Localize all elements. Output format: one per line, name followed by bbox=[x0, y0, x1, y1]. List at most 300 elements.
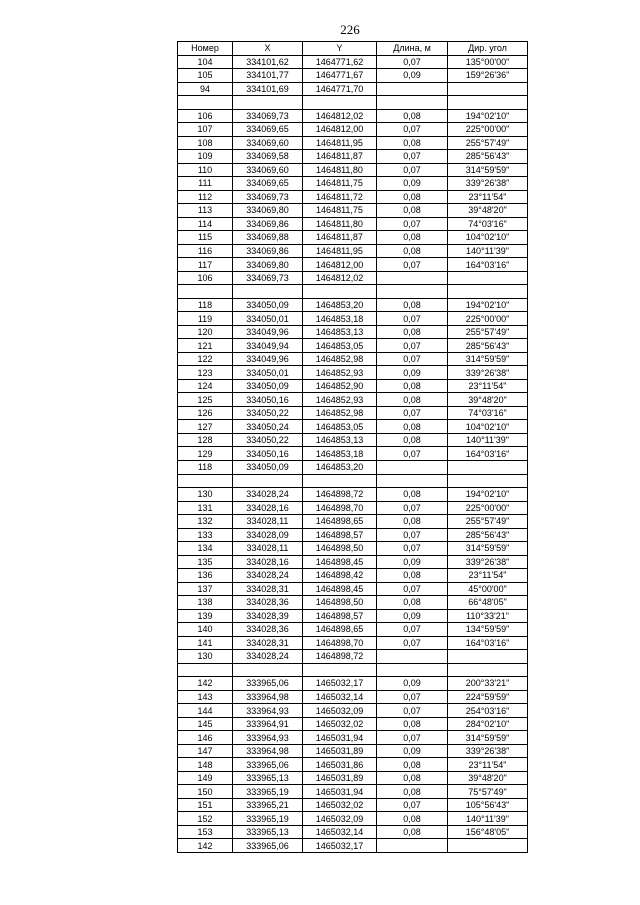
cell-number: 140 bbox=[178, 623, 233, 637]
cell-number: 107 bbox=[178, 123, 233, 137]
cell-y: 1464811,80 bbox=[303, 163, 377, 177]
cell-x: 334069,80 bbox=[233, 204, 303, 218]
cell-y: 1464853,20 bbox=[303, 460, 377, 474]
cell-direction-angle: 74°03'16" bbox=[448, 406, 528, 420]
cell-x: 333964,98 bbox=[233, 744, 303, 758]
cell-length: 0,07 bbox=[377, 447, 448, 461]
cell-y: 1464771,67 bbox=[303, 69, 377, 83]
cell-length: 0,08 bbox=[377, 515, 448, 529]
table-row bbox=[178, 69, 528, 83]
cell-x: 333965,06 bbox=[233, 839, 303, 853]
cell-number: 109 bbox=[178, 150, 233, 164]
cell-x: 334069,73 bbox=[233, 271, 303, 285]
cell-number: 104 bbox=[178, 55, 233, 69]
cell-x: 334050,09 bbox=[233, 379, 303, 393]
table-row bbox=[178, 663, 528, 677]
cell-length: 0,08 bbox=[377, 109, 448, 123]
cell-direction-angle: 164°03'16" bbox=[448, 447, 528, 461]
cell-y bbox=[303, 96, 377, 110]
coordinates-table bbox=[177, 41, 528, 853]
cell-y: 1465032,02 bbox=[303, 717, 377, 731]
cell-y: 1464853,18 bbox=[303, 312, 377, 326]
table-row bbox=[178, 650, 528, 664]
cell-y: 1464812,00 bbox=[303, 123, 377, 137]
cell-number: 135 bbox=[178, 555, 233, 569]
cell-direction-angle bbox=[448, 474, 528, 488]
cell-direction-angle: 140°11'39" bbox=[448, 244, 528, 258]
cell-number: 94 bbox=[178, 82, 233, 96]
page-number: 226 bbox=[340, 22, 360, 37]
header-x: X bbox=[233, 42, 303, 56]
cell-x: 334028,24 bbox=[233, 488, 303, 502]
cell-y: 1464898,57 bbox=[303, 528, 377, 542]
table-row bbox=[178, 636, 528, 650]
cell-x: 334069,60 bbox=[233, 163, 303, 177]
cell-length: 0,08 bbox=[377, 204, 448, 218]
table-row bbox=[178, 501, 528, 515]
cell-x: 333965,21 bbox=[233, 798, 303, 812]
header-y: Y bbox=[303, 42, 377, 56]
cell-x: 333965,06 bbox=[233, 758, 303, 772]
cell-length: 0,07 bbox=[377, 217, 448, 231]
table-row bbox=[178, 217, 528, 231]
table-row bbox=[178, 798, 528, 812]
cell-number: 120 bbox=[178, 325, 233, 339]
cell-direction-angle: 314°59'59" bbox=[448, 731, 528, 745]
table-row bbox=[178, 55, 528, 69]
cell-x bbox=[233, 96, 303, 110]
cell-number: 127 bbox=[178, 420, 233, 434]
table-row bbox=[178, 677, 528, 691]
cell-x: 334050,01 bbox=[233, 312, 303, 326]
cell-y: 1464898,50 bbox=[303, 542, 377, 556]
cell-y: 1464853,05 bbox=[303, 339, 377, 353]
cell-direction-angle: 164°03'16" bbox=[448, 636, 528, 650]
cell-y: 1464898,72 bbox=[303, 488, 377, 502]
cell-number: 111 bbox=[178, 177, 233, 191]
cell-x: 334028,24 bbox=[233, 650, 303, 664]
cell-number bbox=[178, 285, 233, 299]
cell-y: 1464812,02 bbox=[303, 271, 377, 285]
cell-number: 119 bbox=[178, 312, 233, 326]
table-row bbox=[178, 825, 528, 839]
cell-length: 0,07 bbox=[377, 258, 448, 272]
table-row bbox=[178, 366, 528, 380]
cell-y: 1464852,98 bbox=[303, 406, 377, 420]
cell-direction-angle bbox=[448, 460, 528, 474]
cell-number: 121 bbox=[178, 339, 233, 353]
cell-number: 132 bbox=[178, 515, 233, 529]
table-row bbox=[178, 515, 528, 529]
cell-direction-angle: 39°48'20" bbox=[448, 771, 528, 785]
cell-number: 113 bbox=[178, 204, 233, 218]
cell-direction-angle: 140°11'39" bbox=[448, 433, 528, 447]
cell-y: 1465032,09 bbox=[303, 812, 377, 826]
cell-number: 124 bbox=[178, 379, 233, 393]
cell-y: 1464811,72 bbox=[303, 190, 377, 204]
cell-number: 150 bbox=[178, 785, 233, 799]
cell-length bbox=[377, 474, 448, 488]
header-number: Номер bbox=[178, 42, 233, 56]
cell-direction-angle bbox=[448, 839, 528, 853]
cell-y: 1464811,95 bbox=[303, 136, 377, 150]
cell-number: 117 bbox=[178, 258, 233, 272]
cell-y: 1465031,89 bbox=[303, 744, 377, 758]
cell-y: 1464771,70 bbox=[303, 82, 377, 96]
cell-direction-angle: 200°33'21" bbox=[448, 677, 528, 691]
table-row bbox=[178, 596, 528, 610]
cell-x: 333965,19 bbox=[233, 785, 303, 799]
cell-direction-angle bbox=[448, 650, 528, 664]
cell-length: 0,07 bbox=[377, 123, 448, 137]
cell-length bbox=[377, 839, 448, 853]
cell-length bbox=[377, 460, 448, 474]
cell-x: 334069,73 bbox=[233, 190, 303, 204]
table-row bbox=[178, 542, 528, 556]
cell-y: 1465031,89 bbox=[303, 771, 377, 785]
cell-number: 126 bbox=[178, 406, 233, 420]
table-row bbox=[178, 258, 528, 272]
table-row bbox=[178, 190, 528, 204]
cell-y: 1465032,17 bbox=[303, 839, 377, 853]
cell-length: 0,08 bbox=[377, 717, 448, 731]
cell-x: 334069,80 bbox=[233, 258, 303, 272]
cell-number: 148 bbox=[178, 758, 233, 772]
cell-direction-angle bbox=[448, 285, 528, 299]
cell-x: 334028,24 bbox=[233, 569, 303, 583]
table-row bbox=[178, 447, 528, 461]
table-row bbox=[178, 379, 528, 393]
cell-y: 1464853,13 bbox=[303, 325, 377, 339]
cell-y: 1464852,93 bbox=[303, 366, 377, 380]
cell-length: 0,07 bbox=[377, 636, 448, 650]
table-row bbox=[178, 109, 528, 123]
table-row bbox=[178, 285, 528, 299]
cell-x: 334069,88 bbox=[233, 231, 303, 245]
cell-number: 118 bbox=[178, 298, 233, 312]
cell-length bbox=[377, 271, 448, 285]
cell-length bbox=[377, 285, 448, 299]
cell-x: 333964,93 bbox=[233, 731, 303, 745]
cell-number: 136 bbox=[178, 569, 233, 583]
cell-direction-angle: 140°11'39" bbox=[448, 812, 528, 826]
cell-direction-angle: 285°56'43" bbox=[448, 150, 528, 164]
cell-direction-angle: 285°56'43" bbox=[448, 339, 528, 353]
table-row bbox=[178, 609, 528, 623]
cell-direction-angle: 194°02'10" bbox=[448, 109, 528, 123]
cell-x: 334050,22 bbox=[233, 433, 303, 447]
table-row bbox=[178, 704, 528, 718]
table-row bbox=[178, 136, 528, 150]
cell-y bbox=[303, 663, 377, 677]
cell-direction-angle: 314°59'59" bbox=[448, 163, 528, 177]
cell-number: 115 bbox=[178, 231, 233, 245]
cell-length: 0,08 bbox=[377, 758, 448, 772]
cell-direction-angle: 104°02'10" bbox=[448, 231, 528, 245]
cell-x: 334028,31 bbox=[233, 582, 303, 596]
cell-x: 333965,13 bbox=[233, 771, 303, 785]
table-row bbox=[178, 460, 528, 474]
cell-number: 130 bbox=[178, 488, 233, 502]
cell-x: 334050,16 bbox=[233, 393, 303, 407]
cell-direction-angle: 75°57'49" bbox=[448, 785, 528, 799]
cell-length: 0,08 bbox=[377, 569, 448, 583]
table-row bbox=[178, 744, 528, 758]
cell-length: 0,08 bbox=[377, 785, 448, 799]
cell-direction-angle: 194°02'10" bbox=[448, 298, 528, 312]
cell-length: 0,07 bbox=[377, 582, 448, 596]
cell-x: 334049,94 bbox=[233, 339, 303, 353]
cell-y: 1465032,14 bbox=[303, 825, 377, 839]
table-row bbox=[178, 271, 528, 285]
cell-x: 334069,60 bbox=[233, 136, 303, 150]
cell-length: 0,07 bbox=[377, 704, 448, 718]
cell-number: 125 bbox=[178, 393, 233, 407]
cell-direction-angle: 339°26'38" bbox=[448, 177, 528, 191]
cell-direction-angle: 39°48'20" bbox=[448, 393, 528, 407]
cell-length: 0,09 bbox=[377, 69, 448, 83]
cell-number: 122 bbox=[178, 352, 233, 366]
cell-x: 333964,91 bbox=[233, 717, 303, 731]
cell-length: 0,07 bbox=[377, 339, 448, 353]
cell-x: 334028,39 bbox=[233, 609, 303, 623]
cell-number: 141 bbox=[178, 636, 233, 650]
cell-y: 1465031,94 bbox=[303, 785, 377, 799]
table-row bbox=[178, 758, 528, 772]
cell-x bbox=[233, 285, 303, 299]
cell-direction-angle: 194°02'10" bbox=[448, 488, 528, 502]
cell-x: 334050,09 bbox=[233, 298, 303, 312]
table-row bbox=[178, 298, 528, 312]
cell-x: 334028,16 bbox=[233, 555, 303, 569]
cell-length: 0,07 bbox=[377, 798, 448, 812]
cell-length: 0,08 bbox=[377, 393, 448, 407]
table-row bbox=[178, 839, 528, 853]
cell-number: 118 bbox=[178, 460, 233, 474]
cell-length: 0,08 bbox=[377, 298, 448, 312]
cell-direction-angle: 45°00'00" bbox=[448, 582, 528, 596]
cell-x: 334049,96 bbox=[233, 352, 303, 366]
cell-y: 1464898,70 bbox=[303, 501, 377, 515]
table-row bbox=[178, 406, 528, 420]
cell-x: 333964,93 bbox=[233, 704, 303, 718]
table-row bbox=[178, 690, 528, 704]
cell-length: 0,08 bbox=[377, 433, 448, 447]
cell-length: 0,07 bbox=[377, 163, 448, 177]
cell-y: 1464898,42 bbox=[303, 569, 377, 583]
cell-number: 144 bbox=[178, 704, 233, 718]
table-row bbox=[178, 244, 528, 258]
cell-y: 1464811,87 bbox=[303, 150, 377, 164]
cell-y: 1464811,80 bbox=[303, 217, 377, 231]
cell-number: 147 bbox=[178, 744, 233, 758]
table-row bbox=[178, 771, 528, 785]
cell-direction-angle bbox=[448, 82, 528, 96]
table-row bbox=[178, 474, 528, 488]
cell-length: 0,07 bbox=[377, 150, 448, 164]
cell-x: 334028,36 bbox=[233, 623, 303, 637]
cell-y: 1464853,13 bbox=[303, 433, 377, 447]
table-row bbox=[178, 420, 528, 434]
table-row bbox=[178, 231, 528, 245]
cell-x: 333965,19 bbox=[233, 812, 303, 826]
table-row bbox=[178, 339, 528, 353]
table-row bbox=[178, 123, 528, 137]
cell-y: 1465032,17 bbox=[303, 677, 377, 691]
cell-length: 0,09 bbox=[377, 177, 448, 191]
cell-x: 334049,96 bbox=[233, 325, 303, 339]
cell-y: 1464852,98 bbox=[303, 352, 377, 366]
cell-x: 334028,11 bbox=[233, 515, 303, 529]
cell-direction-angle: 225°00'00" bbox=[448, 312, 528, 326]
cell-length: 0,08 bbox=[377, 596, 448, 610]
table-row bbox=[178, 785, 528, 799]
cell-number: 149 bbox=[178, 771, 233, 785]
cell-direction-angle: 339°26'38" bbox=[448, 744, 528, 758]
cell-direction-angle: 110°33'21" bbox=[448, 609, 528, 623]
cell-number: 116 bbox=[178, 244, 233, 258]
cell-x: 334069,86 bbox=[233, 217, 303, 231]
cell-length: 0,07 bbox=[377, 312, 448, 326]
cell-y: 1464852,93 bbox=[303, 393, 377, 407]
cell-length: 0,08 bbox=[377, 190, 448, 204]
cell-length bbox=[377, 650, 448, 664]
cell-x: 334050,22 bbox=[233, 406, 303, 420]
cell-length: 0,07 bbox=[377, 623, 448, 637]
cell-length: 0,08 bbox=[377, 825, 448, 839]
cell-direction-angle: 134°59'59" bbox=[448, 623, 528, 637]
cell-y: 1465032,02 bbox=[303, 798, 377, 812]
cell-number: 130 bbox=[178, 650, 233, 664]
table-row bbox=[178, 325, 528, 339]
cell-number: 134 bbox=[178, 542, 233, 556]
cell-direction-angle: 104°02'10" bbox=[448, 420, 528, 434]
table-row bbox=[178, 177, 528, 191]
cell-number: 146 bbox=[178, 731, 233, 745]
table-row bbox=[178, 204, 528, 218]
cell-y: 1464811,75 bbox=[303, 177, 377, 191]
cell-y: 1464811,87 bbox=[303, 231, 377, 245]
cell-y: 1464898,70 bbox=[303, 636, 377, 650]
table-row bbox=[178, 150, 528, 164]
cell-length bbox=[377, 663, 448, 677]
cell-length: 0,08 bbox=[377, 488, 448, 502]
cell-x: 334069,58 bbox=[233, 150, 303, 164]
cell-direction-angle: 164°03'16" bbox=[448, 258, 528, 272]
table-row bbox=[178, 582, 528, 596]
table-row bbox=[178, 569, 528, 583]
cell-number: 110 bbox=[178, 163, 233, 177]
cell-y: 1464812,00 bbox=[303, 258, 377, 272]
cell-length: 0,09 bbox=[377, 609, 448, 623]
cell-number: 142 bbox=[178, 677, 233, 691]
cell-direction-angle: 23°11'54" bbox=[448, 379, 528, 393]
cell-direction-angle: 339°26'38" bbox=[448, 366, 528, 380]
cell-length: 0,09 bbox=[377, 555, 448, 569]
cell-y: 1464771,62 bbox=[303, 55, 377, 69]
cell-number: 152 bbox=[178, 812, 233, 826]
cell-y: 1465032,14 bbox=[303, 690, 377, 704]
cell-number: 106 bbox=[178, 271, 233, 285]
cell-direction-angle: 255°57'49" bbox=[448, 136, 528, 150]
cell-direction-angle bbox=[448, 663, 528, 677]
cell-length: 0,07 bbox=[377, 55, 448, 69]
cell-number: 145 bbox=[178, 717, 233, 731]
cell-x: 334028,36 bbox=[233, 596, 303, 610]
cell-direction-angle bbox=[448, 271, 528, 285]
cell-length: 0,07 bbox=[377, 542, 448, 556]
table-row bbox=[178, 433, 528, 447]
cell-number: 153 bbox=[178, 825, 233, 839]
cell-length: 0,08 bbox=[377, 244, 448, 258]
table-body bbox=[178, 55, 528, 852]
cell-y bbox=[303, 285, 377, 299]
table-row bbox=[178, 312, 528, 326]
cell-direction-angle: 225°00'00" bbox=[448, 123, 528, 137]
cell-y: 1464852,90 bbox=[303, 379, 377, 393]
cell-length: 0,07 bbox=[377, 528, 448, 542]
cell-length: 0,08 bbox=[377, 771, 448, 785]
cell-length: 0,08 bbox=[377, 231, 448, 245]
cell-x: 334028,31 bbox=[233, 636, 303, 650]
cell-length: 0,09 bbox=[377, 677, 448, 691]
cell-y: 1464898,72 bbox=[303, 650, 377, 664]
cell-direction-angle: 255°57'49" bbox=[448, 325, 528, 339]
cell-x: 334028,09 bbox=[233, 528, 303, 542]
cell-x: 334028,16 bbox=[233, 501, 303, 515]
cell-x: 334050,16 bbox=[233, 447, 303, 461]
table-row bbox=[178, 352, 528, 366]
cell-x: 334050,09 bbox=[233, 460, 303, 474]
cell-direction-angle: 314°59'59" bbox=[448, 352, 528, 366]
cell-y: 1464898,45 bbox=[303, 555, 377, 569]
table-row bbox=[178, 555, 528, 569]
cell-length: 0,08 bbox=[377, 812, 448, 826]
cell-number bbox=[178, 96, 233, 110]
cell-number: 112 bbox=[178, 190, 233, 204]
cell-y: 1465031,86 bbox=[303, 758, 377, 772]
cell-x: 334069,65 bbox=[233, 177, 303, 191]
table-row bbox=[178, 717, 528, 731]
cell-number: 105 bbox=[178, 69, 233, 83]
header-direction-angle: Дир. угол bbox=[448, 42, 528, 56]
table-row bbox=[178, 623, 528, 637]
cell-x: 334101,69 bbox=[233, 82, 303, 96]
cell-length: 0,08 bbox=[377, 420, 448, 434]
cell-direction-angle: 284°02'10" bbox=[448, 717, 528, 731]
cell-number: 137 bbox=[178, 582, 233, 596]
table-row bbox=[178, 812, 528, 826]
cell-direction-angle: 254°03'16" bbox=[448, 704, 528, 718]
cell-number: 129 bbox=[178, 447, 233, 461]
cell-direction-angle: 66°48'05" bbox=[448, 596, 528, 610]
cell-number: 108 bbox=[178, 136, 233, 150]
cell-length: 0,08 bbox=[377, 136, 448, 150]
cell-number: 114 bbox=[178, 217, 233, 231]
table-row bbox=[178, 393, 528, 407]
cell-number: 128 bbox=[178, 433, 233, 447]
cell-direction-angle: 159°26'36" bbox=[448, 69, 528, 83]
cell-number: 143 bbox=[178, 690, 233, 704]
table-header-row bbox=[178, 42, 528, 56]
cell-number: 142 bbox=[178, 839, 233, 853]
cell-direction-angle: 285°56'43" bbox=[448, 528, 528, 542]
cell-length: 0,08 bbox=[377, 325, 448, 339]
cell-x bbox=[233, 474, 303, 488]
cell-x: 334101,77 bbox=[233, 69, 303, 83]
cell-y: 1465031,94 bbox=[303, 731, 377, 745]
cell-number: 138 bbox=[178, 596, 233, 610]
